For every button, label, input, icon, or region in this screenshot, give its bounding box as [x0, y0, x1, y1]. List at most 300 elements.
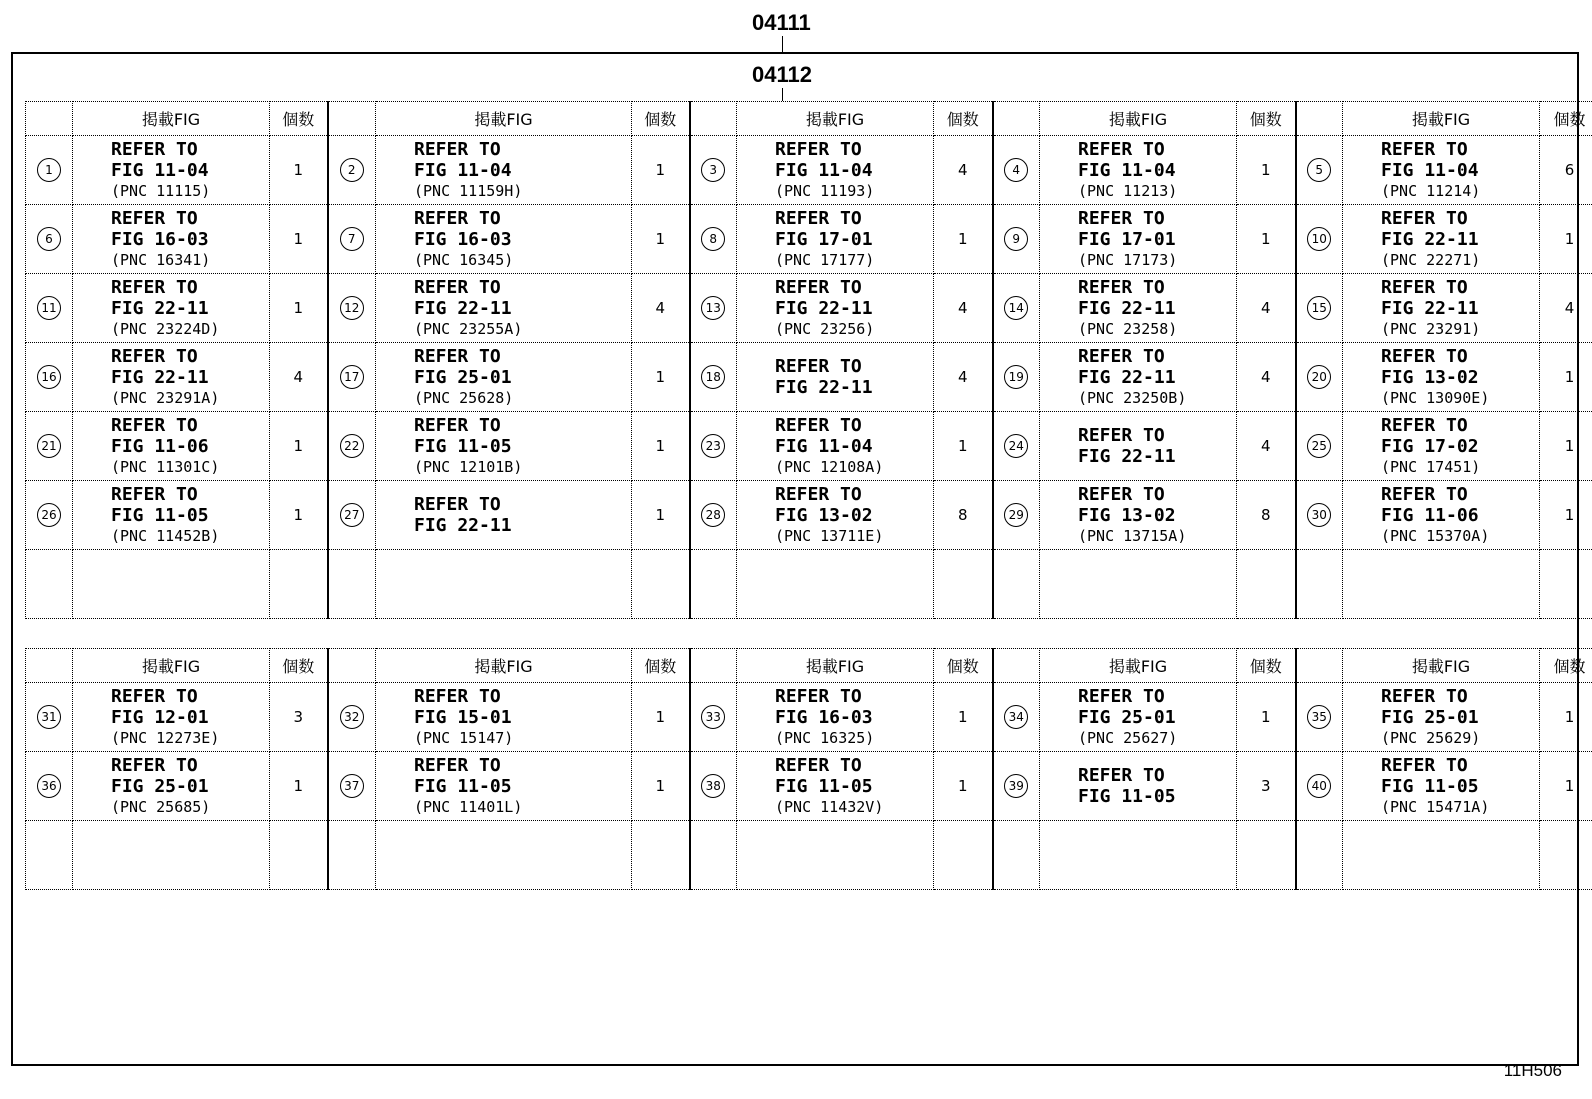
item-index-cell	[993, 205, 1040, 274]
header-row	[26, 649, 1592, 683]
figure-code: 11H506	[1503, 1061, 1562, 1080]
pnc-reference: (PNC 11159H)	[414, 181, 523, 200]
reference-cell	[376, 550, 632, 619]
quantity-cell	[1540, 550, 1592, 619]
reference-cell	[737, 481, 934, 550]
refer-to-text: REFER TO	[1078, 685, 1165, 707]
item-number-badge: 20	[1307, 365, 1331, 389]
quantity-cell: 4	[270, 343, 328, 412]
refer-to-text: REFER TO	[414, 345, 501, 367]
fig-reference: FIG 22-11	[111, 366, 209, 388]
pnc-reference: (PNC 11452B)	[111, 526, 220, 545]
reference-cell	[376, 274, 632, 343]
quantity-cell	[1540, 821, 1592, 890]
header-index-cell	[993, 102, 1040, 136]
reference-cell	[1040, 274, 1237, 343]
pnc-reference: (PNC 12101B)	[414, 457, 523, 476]
quantity-cell: 8	[934, 481, 993, 550]
assembly-label-outer: 04111	[752, 10, 811, 35]
quantity-cell: 1	[270, 274, 328, 343]
reference-cell	[1343, 205, 1540, 274]
reference-cell	[73, 136, 270, 205]
reference-cell	[1040, 752, 1237, 821]
reference-cell	[737, 205, 934, 274]
fig-reference: FIG 22-11	[1381, 228, 1479, 250]
item-number-badge: 40	[1307, 774, 1331, 798]
refer-to-text: REFER TO	[1381, 138, 1468, 160]
refer-to-text: REFER TO	[1381, 276, 1468, 298]
fig-reference: FIG 22-11	[1078, 446, 1176, 467]
header-qty: 個数	[1237, 649, 1296, 683]
header-qty: 個数	[934, 102, 993, 136]
item-index-cell	[26, 550, 73, 619]
reference-cell	[376, 481, 632, 550]
item-number-badge: 29	[1004, 503, 1028, 527]
item-number-badge: 14	[1004, 296, 1028, 320]
quantity-cell: 4	[1237, 343, 1296, 412]
fig-reference: FIG 11-04	[111, 159, 209, 181]
item-number-badge: 37	[340, 774, 364, 798]
item-index-cell	[26, 274, 73, 343]
quantity-cell	[632, 550, 690, 619]
header-fig: 掲載FIG	[73, 102, 270, 136]
item-number-badge: 17	[340, 365, 364, 389]
quantity-cell: 1	[1540, 343, 1592, 412]
reference-cell	[1040, 136, 1237, 205]
item-index-cell	[993, 821, 1040, 890]
table-row	[26, 205, 1592, 274]
refer-to-text: REFER TO	[775, 276, 862, 298]
pnc-reference: (PNC 17177)	[775, 250, 875, 269]
reference-cell	[737, 683, 934, 752]
reference-cell	[737, 550, 934, 619]
table-row	[26, 821, 1592, 890]
fig-reference: FIG 11-04	[1381, 159, 1479, 181]
reference-cell	[1343, 752, 1540, 821]
reference-cell	[73, 412, 270, 481]
pnc-reference: (PNC 16345)	[414, 250, 514, 269]
header-index-cell	[993, 649, 1040, 683]
fig-reference: FIG 11-05	[1078, 786, 1176, 807]
pnc-reference: (PNC 25628)	[414, 388, 514, 407]
quantity-cell: 1	[270, 481, 328, 550]
refer-to-text: REFER TO	[775, 356, 862, 377]
quantity-cell: 1	[270, 205, 328, 274]
fig-reference: FIG 17-01	[1078, 228, 1176, 250]
quantity-cell: 1	[1237, 205, 1296, 274]
item-number-badge: 5	[1307, 158, 1331, 182]
item-number-badge: 12	[340, 296, 364, 320]
header-fig: 掲載FIG	[376, 102, 632, 136]
quantity-cell: 3	[270, 683, 328, 752]
item-index-cell	[328, 136, 376, 205]
item-number-badge: 33	[701, 705, 725, 729]
fig-reference: FIG 22-11	[414, 515, 512, 536]
item-number-badge: 6	[37, 227, 61, 251]
table-row	[26, 343, 1592, 412]
refer-to-text: REFER TO	[1078, 276, 1165, 298]
refer-to-text: REFER TO	[1078, 483, 1165, 505]
quantity-cell: 1	[1540, 683, 1592, 752]
reference-cell	[737, 412, 934, 481]
quantity-cell: 1	[934, 752, 993, 821]
fig-reference: FIG 16-03	[111, 228, 209, 250]
fig-reference: FIG 17-01	[775, 228, 873, 250]
header-index-cell	[328, 649, 376, 683]
pnc-reference: (PNC 17451)	[1381, 457, 1481, 476]
quantity-cell: 1	[632, 752, 690, 821]
pnc-reference: (PNC 16325)	[775, 728, 875, 747]
pnc-reference: (PNC 13715A)	[1078, 526, 1187, 545]
refer-to-text: REFER TO	[111, 276, 198, 298]
reference-table-2	[25, 648, 1592, 890]
refer-to-text: REFER TO	[1078, 138, 1165, 160]
quantity-cell: 1	[1540, 412, 1592, 481]
reference-cell	[376, 752, 632, 821]
refer-to-text: REFER TO	[775, 414, 862, 436]
fig-reference: FIG 11-05	[111, 504, 209, 526]
fig-reference: FIG 25-01	[414, 366, 512, 388]
fig-reference: FIG 11-05	[414, 435, 512, 457]
pnc-reference: (PNC 13090E)	[1381, 388, 1490, 407]
pnc-reference: (PNC 23224D)	[111, 319, 220, 338]
reference-cell	[73, 481, 270, 550]
refer-to-text: REFER TO	[1078, 425, 1165, 446]
header-index-cell	[26, 102, 73, 136]
reference-cell	[376, 343, 632, 412]
pnc-reference: (PNC 15370A)	[1381, 526, 1490, 545]
item-number-badge: 32	[340, 705, 364, 729]
fig-reference: FIG 11-05	[775, 775, 873, 797]
quantity-cell	[934, 550, 993, 619]
quantity-cell: 1	[632, 481, 690, 550]
item-number-badge: 36	[37, 774, 61, 798]
header-row	[26, 102, 1592, 136]
refer-to-text: REFER TO	[775, 207, 862, 229]
quantity-cell: 3	[1237, 752, 1296, 821]
item-index-cell	[26, 752, 73, 821]
item-number-badge: 39	[1004, 774, 1028, 798]
item-index-cell	[993, 136, 1040, 205]
refer-to-text: REFER TO	[775, 754, 862, 776]
item-number-badge: 15	[1307, 296, 1331, 320]
quantity-cell: 6	[1540, 136, 1592, 205]
item-index-cell	[690, 481, 737, 550]
quantity-cell: 1	[632, 205, 690, 274]
reference-cell	[73, 205, 270, 274]
item-index-cell	[993, 550, 1040, 619]
reference-cell	[73, 821, 270, 890]
refer-to-text: REFER TO	[775, 483, 862, 505]
header-qty: 個数	[1540, 102, 1592, 136]
refer-to-text: REFER TO	[111, 414, 198, 436]
refer-to-text: REFER TO	[1381, 754, 1468, 776]
fig-reference: FIG 11-04	[414, 159, 512, 181]
pnc-reference: (PNC 11401L)	[414, 797, 523, 816]
reference-cell	[73, 752, 270, 821]
refer-to-text: REFER TO	[111, 754, 198, 776]
fig-reference: FIG 11-04	[775, 435, 873, 457]
header-fig: 掲載FIG	[1040, 649, 1237, 683]
header-fig: 掲載FIG	[376, 649, 632, 683]
refer-to-text: REFER TO	[414, 414, 501, 436]
quantity-cell: 4	[1237, 412, 1296, 481]
item-number-badge: 18	[701, 365, 725, 389]
pnc-reference: (PNC 15471A)	[1381, 797, 1490, 816]
header-index-cell	[328, 102, 376, 136]
item-number-badge: 16	[37, 365, 61, 389]
fig-reference: FIG 15-01	[414, 706, 512, 728]
item-index-cell	[328, 752, 376, 821]
refer-to-text: REFER TO	[414, 685, 501, 707]
leader-line-outer	[782, 36, 783, 52]
fig-reference: FIG 22-11	[1381, 297, 1479, 319]
item-number-badge: 9	[1004, 227, 1028, 251]
item-number-badge: 13	[701, 296, 725, 320]
refer-to-text: REFER TO	[1381, 483, 1468, 505]
quantity-cell: 4	[632, 274, 690, 343]
refer-to-text: REFER TO	[414, 276, 501, 298]
header-index-cell	[690, 102, 737, 136]
reference-cell	[737, 274, 934, 343]
item-index-cell	[690, 274, 737, 343]
reference-cell	[1343, 481, 1540, 550]
quantity-cell: 1	[934, 412, 993, 481]
quantity-cell: 4	[934, 274, 993, 343]
pnc-reference: (PNC 23291A)	[111, 388, 220, 407]
table-row	[26, 274, 1592, 343]
reference-cell	[376, 205, 632, 274]
item-number-badge: 1	[37, 158, 61, 182]
fig-reference: FIG 11-05	[1381, 775, 1479, 797]
item-number-badge: 23	[701, 434, 725, 458]
reference-cell	[1343, 550, 1540, 619]
item-index-cell	[26, 136, 73, 205]
item-index-cell	[1296, 821, 1343, 890]
fig-reference: FIG 16-03	[414, 228, 512, 250]
assembly-label-inner: 04112	[752, 62, 812, 87]
quantity-cell: 4	[934, 343, 993, 412]
item-index-cell	[328, 412, 376, 481]
reference-cell	[376, 412, 632, 481]
item-number-badge: 28	[701, 503, 725, 527]
reference-cell	[1343, 343, 1540, 412]
fig-reference: FIG 11-05	[414, 775, 512, 797]
reference-cell	[376, 683, 632, 752]
quantity-cell: 4	[1540, 274, 1592, 343]
quantity-cell	[632, 821, 690, 890]
reference-cell	[737, 821, 934, 890]
table-row	[26, 412, 1592, 481]
header-index-cell	[690, 649, 737, 683]
quantity-cell: 8	[1237, 481, 1296, 550]
pnc-reference: (PNC 25627)	[1078, 728, 1178, 747]
refer-to-text: REFER TO	[1078, 207, 1165, 229]
item-number-badge: 31	[37, 705, 61, 729]
refer-to-text: REFER TO	[1381, 414, 1468, 436]
item-index-cell	[1296, 683, 1343, 752]
item-number-badge: 30	[1307, 503, 1331, 527]
item-number-badge: 3	[701, 158, 725, 182]
quantity-cell: 1	[632, 136, 690, 205]
item-number-badge: 21	[37, 434, 61, 458]
refer-to-text: REFER TO	[1078, 345, 1165, 367]
header-fig: 掲載FIG	[1040, 102, 1237, 136]
pnc-reference: (PNC 23291)	[1381, 319, 1481, 338]
table-row	[26, 136, 1592, 205]
pnc-reference: (PNC 11115)	[111, 181, 211, 200]
fig-reference: FIG 11-06	[111, 435, 209, 457]
pnc-reference: (PNC 25629)	[1381, 728, 1481, 747]
quantity-cell: 1	[934, 205, 993, 274]
item-index-cell	[26, 481, 73, 550]
item-index-cell	[328, 343, 376, 412]
item-index-cell	[328, 205, 376, 274]
fig-reference: FIG 22-11	[775, 297, 873, 319]
item-number-badge: 25	[1307, 434, 1331, 458]
item-number-badge: 8	[701, 227, 725, 251]
fig-reference: FIG 11-06	[1381, 504, 1479, 526]
fig-reference: FIG 22-11	[1078, 297, 1176, 319]
reference-cell	[73, 274, 270, 343]
reference-cell	[73, 550, 270, 619]
header-fig: 掲載FIG	[737, 102, 934, 136]
quantity-cell: 1	[1237, 683, 1296, 752]
refer-to-text: REFER TO	[414, 138, 501, 160]
item-index-cell	[1296, 274, 1343, 343]
item-index-cell	[26, 205, 73, 274]
reference-cell	[376, 136, 632, 205]
reference-cell	[1040, 412, 1237, 481]
item-index-cell	[1296, 343, 1343, 412]
quantity-cell: 1	[1540, 752, 1592, 821]
header-qty: 個数	[934, 649, 993, 683]
quantity-cell: 1	[632, 412, 690, 481]
quantity-cell: 1	[1540, 481, 1592, 550]
header-fig: 掲載FIG	[73, 649, 270, 683]
refer-to-text: REFER TO	[414, 494, 501, 515]
item-index-cell	[1296, 481, 1343, 550]
reference-cell	[1040, 550, 1237, 619]
item-index-cell	[993, 343, 1040, 412]
fig-reference: FIG 25-01	[1381, 706, 1479, 728]
item-index-cell	[690, 752, 737, 821]
quantity-cell	[270, 550, 328, 619]
refer-to-text: REFER TO	[111, 685, 198, 707]
item-index-cell	[328, 550, 376, 619]
header-fig: 掲載FIG	[1343, 649, 1540, 683]
item-index-cell	[1296, 136, 1343, 205]
header-index-cell	[1296, 102, 1343, 136]
item-index-cell	[993, 412, 1040, 481]
fig-reference: FIG 13-02	[775, 504, 873, 526]
header-qty: 個数	[1540, 649, 1592, 683]
quantity-cell: 1	[632, 683, 690, 752]
quantity-cell: 1	[632, 343, 690, 412]
pnc-reference: (PNC 25685)	[111, 797, 211, 816]
item-index-cell	[26, 412, 73, 481]
reference-cell	[1343, 683, 1540, 752]
item-number-badge: 26	[37, 503, 61, 527]
pnc-reference: (PNC 16341)	[111, 250, 211, 269]
fig-reference: FIG 13-02	[1381, 366, 1479, 388]
header-qty: 個数	[632, 102, 690, 136]
reference-table-1	[25, 101, 1592, 619]
refer-to-text: REFER TO	[111, 138, 198, 160]
leader-line-inner	[782, 88, 783, 101]
quantity-cell	[270, 821, 328, 890]
item-number-badge: 35	[1307, 705, 1331, 729]
item-index-cell	[690, 550, 737, 619]
item-number-badge: 4	[1004, 158, 1028, 182]
item-index-cell	[690, 205, 737, 274]
item-index-cell	[26, 683, 73, 752]
fig-reference: FIG 25-01	[111, 775, 209, 797]
quantity-cell: 1	[270, 412, 328, 481]
fig-reference: FIG 22-11	[775, 377, 873, 398]
pnc-reference: (PNC 23258)	[1078, 319, 1178, 338]
pnc-reference: (PNC 11214)	[1381, 181, 1481, 200]
item-index-cell	[690, 412, 737, 481]
quantity-cell: 1	[270, 136, 328, 205]
header-index-cell	[26, 649, 73, 683]
item-index-cell	[1296, 752, 1343, 821]
fig-reference: FIG 22-11	[414, 297, 512, 319]
item-number-badge: 11	[37, 296, 61, 320]
reference-cell	[73, 683, 270, 752]
item-number-badge: 19	[1004, 365, 1028, 389]
pnc-reference: (PNC 11213)	[1078, 181, 1178, 200]
refer-to-text: REFER TO	[111, 345, 198, 367]
refer-to-text: REFER TO	[1381, 685, 1468, 707]
item-index-cell	[690, 343, 737, 412]
reference-cell	[73, 343, 270, 412]
fig-reference: FIG 11-04	[775, 159, 873, 181]
fig-reference: FIG 16-03	[775, 706, 873, 728]
header-qty: 個数	[270, 649, 328, 683]
fig-reference: FIG 22-11	[111, 297, 209, 319]
item-index-cell	[1296, 412, 1343, 481]
item-number-badge: 24	[1004, 434, 1028, 458]
item-index-cell	[26, 821, 73, 890]
reference-cell	[1343, 274, 1540, 343]
refer-to-text: REFER TO	[1381, 207, 1468, 229]
reference-cell	[737, 752, 934, 821]
fig-reference: FIG 22-11	[1078, 366, 1176, 388]
reference-cell	[1040, 481, 1237, 550]
header-fig: 掲載FIG	[1343, 102, 1540, 136]
pnc-reference: (PNC 12108A)	[775, 457, 884, 476]
table-row	[26, 550, 1592, 619]
quantity-cell: 1	[934, 683, 993, 752]
reference-cell	[1040, 821, 1237, 890]
pnc-reference: (PNC 13711E)	[775, 526, 884, 545]
item-number-badge: 27	[340, 503, 364, 527]
header-index-cell	[1296, 649, 1343, 683]
item-index-cell	[1296, 205, 1343, 274]
fig-reference: FIG 17-02	[1381, 435, 1479, 457]
header-qty: 個数	[632, 649, 690, 683]
reference-cell	[1040, 343, 1237, 412]
fig-reference: FIG 25-01	[1078, 706, 1176, 728]
reference-cell	[376, 821, 632, 890]
item-index-cell	[328, 821, 376, 890]
table-row	[26, 752, 1592, 821]
pnc-reference: (PNC 23250B)	[1078, 388, 1187, 407]
item-index-cell	[690, 683, 737, 752]
quantity-cell: 1	[1540, 205, 1592, 274]
item-number-badge: 7	[340, 227, 364, 251]
